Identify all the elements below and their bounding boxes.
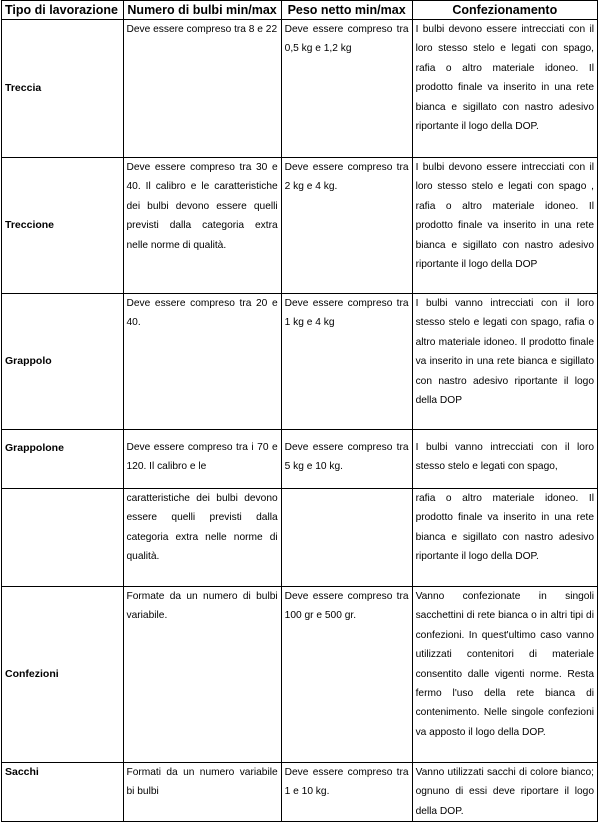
cell-packaging: Vanno utilizzati sacchi di colore bianco; ognuno di essi deve riportare il logo della DOP. xyxy=(412,763,597,822)
table-row xyxy=(2,489,598,587)
header-packaging: Confezionamento xyxy=(412,1,597,20)
cell-type: Sacchi xyxy=(2,763,124,822)
cell-weight: Deve essere compreso tra 0,5 kg e 1,2 kg xyxy=(281,20,412,158)
cell-type: Grappolo xyxy=(2,294,124,430)
cell-type: Treccione xyxy=(2,158,124,294)
header-type: Tipo di lavorazione xyxy=(2,1,124,20)
table-row xyxy=(2,430,598,489)
cell-weight: Deve essere compreso tra 2 kg e 4 kg. xyxy=(281,158,412,294)
cell-bulbs: Deve essere compreso tra 30 e 40. Il calibro e le caratteristiche dei bulbi devono essere quelli previsti dalla categoria extra nelle norme di qualità. xyxy=(123,158,281,294)
table-row xyxy=(2,763,598,822)
header-weight: Peso netto min/max xyxy=(281,1,412,20)
cell-bulbs: Formati da un numero variabile bi bulbi xyxy=(123,763,281,822)
cell-bulbs: Formate da un numero di bulbi variabile. xyxy=(123,587,281,763)
cell-packaging: rafia o altro materiale idoneo. Il prodotto finale va inserito in una rete bianca e sigillato con nastro adesivo riportante il logo della DOP. xyxy=(412,489,597,587)
cell-bulbs: Deve essere compreso tra 8 e 22 xyxy=(123,20,281,158)
cell-type: Treccia xyxy=(2,20,124,158)
cell-weight: Deve essere compreso tra 1 e 10 kg. xyxy=(281,763,412,822)
specification-table xyxy=(1,0,598,822)
header-row xyxy=(2,1,598,20)
table-row xyxy=(2,20,598,158)
cell-weight: Deve essere compreso tra 5 kg e 10 kg. xyxy=(281,430,412,489)
cell-bulbs: Deve essere compreso tra 20 e 40. xyxy=(123,294,281,430)
cell-bulbs: caratteristiche dei bulbi devono essere quelli previsti dalla categoria extra nelle norme di qualità. xyxy=(123,489,281,587)
cell-weight xyxy=(281,489,412,587)
table-row xyxy=(2,587,598,763)
cell-weight: Deve essere compreso tra 1 kg e 4 kg xyxy=(281,294,412,430)
header-bulbs: Numero di bulbi min/max xyxy=(123,1,281,20)
cell-type: Grappolone xyxy=(2,430,124,489)
cell-packaging: I bulbi devono essere intrecciati con il loro stesso stelo e legati con spago, rafia o altro materiale idoneo. Il prodotto finale va inserito in una rete bianca e sigillato con nastro adesivo riportante il logo della DOP. xyxy=(412,20,597,158)
cell-bulbs: Deve essere compreso tra i 70 e 120. Il calibro e le xyxy=(123,430,281,489)
table-row xyxy=(2,294,598,430)
cell-packaging: I bulbi devono essere intrecciati con il loro stesso stelo e legati con spago , rafia o altro materiale idoneo. Il prodotto finale va inserito in una rete bianca e sigillato con nastro adesivo riportante il logo della DOP xyxy=(412,158,597,294)
cell-packaging: I bulbi vanno intrecciati con il loro stesso stelo e legati con spago, xyxy=(412,430,597,489)
cell-packaging: Vanno confezionate in singoli sacchettini di rete bianca o in altri tipi di confezioni. In quest'ultimo caso vanno utilizzati contenitori di materiale consentito dalle vigenti norme. Resta fermo l'uso della rete bianca di contenimento. Nelle singole confezioni va apposto il logo della DOP. xyxy=(412,587,597,763)
table-row xyxy=(2,158,598,294)
cell-weight: Deve essere compreso tra 100 gr e 500 gr. xyxy=(281,587,412,763)
cell-type: Confezioni xyxy=(2,587,124,763)
cell-packaging: I bulbi vanno intrecciati con il loro stesso stelo e legati con spago, rafia o altro materiale idoneo. Il prodotto finale va inserito in una rete bianca e sigillato con nastro adesivo riportante il logo della DOP xyxy=(412,294,597,430)
cell-type xyxy=(2,489,124,587)
